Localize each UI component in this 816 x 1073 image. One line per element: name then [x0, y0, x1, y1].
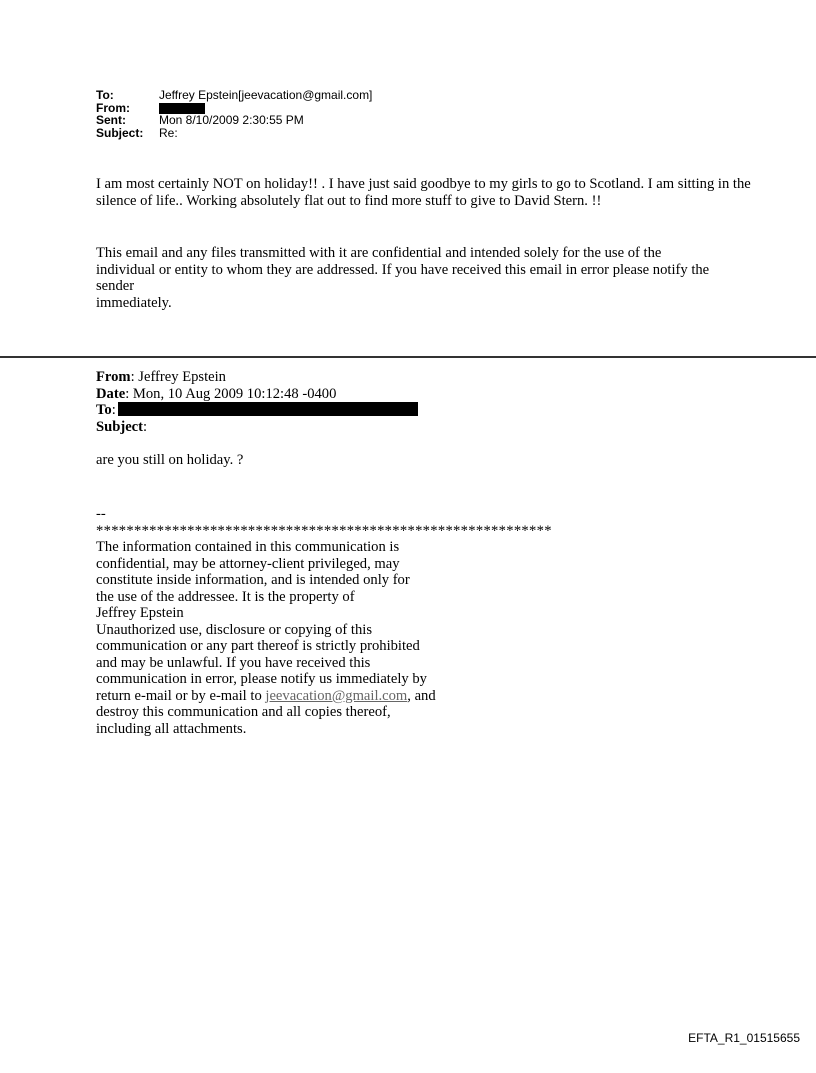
sig-line: The information contained in this communication is: [96, 539, 400, 555]
quoted-date-label: Date: [96, 385, 126, 402]
sig-line: Jeffrey Epstein: [96, 605, 184, 621]
quoted-from-value: : Jeffrey Epstein: [130, 369, 226, 385]
divider: [0, 356, 816, 358]
disclaimer: [96, 245, 776, 311]
quoted-to-value: :: [111, 402, 116, 418]
disclaimer-text: This email and any files transmitted with it are confidential and intended solely for the use of the individual or entity to whom they are addressed. If you have received this email in error please notify the sender: [96, 245, 710, 294]
subject-label: Subject:: [96, 125, 144, 140]
email-link[interactable]: jeevacation@gmail.com: [265, 687, 408, 704]
quoted-subject-label: Subject: [96, 418, 144, 435]
redaction-box: [159, 103, 205, 114]
sig-line: including all attachments.: [96, 720, 247, 737]
to-value: Jeffrey Epstein[jeevacation@gmail.com]: [159, 88, 373, 102]
sig-line: destroy this communication and all copies thereof,: [96, 704, 391, 720]
signature: [96, 506, 616, 737]
disclaimer-text-end: immediately.: [96, 294, 172, 311]
quoted-subject-value: :: [143, 418, 148, 435]
sig-line: confidential, may be attorney-client privileged, may: [96, 555, 400, 572]
quoted-from-label: From: [96, 369, 131, 385]
sig-line: Unauthorized use, disclosure or copying of this: [96, 621, 373, 638]
email-header: [96, 89, 372, 139]
quoted-body: are you still on holiday. ?: [96, 452, 244, 468]
from-label: From:: [96, 100, 130, 115]
to-label: To:: [96, 88, 114, 102]
sig-line: return e-mail or by e-mail to jeevacation@gmail.com, and: [96, 687, 436, 704]
sig-line: communication or any part thereof is strictly prohibited: [96, 638, 420, 654]
redaction-box: [118, 402, 418, 416]
sig-line: and may be unlawful. If you have received this: [96, 654, 371, 671]
sig-line: constitute inside information, and is intended only for: [96, 572, 410, 588]
sig-line: the use of the addressee. It is the property of: [96, 588, 355, 605]
quoted-date-value: : Mon, 10 Aug 2009 10:12:48 -0400: [125, 385, 337, 402]
sig-line: communication in error, please notify us immediately by: [96, 671, 427, 687]
sent-label: Sent:: [96, 113, 126, 127]
reply-body: I am most certainly NOT on holiday!! . I have just said goodbye to my girls to go to Scotland. I am sitting in the silence of life.. Working absolutely flat out to find more stuff to give to David Stern. !!: [96, 176, 751, 209]
sent-value: Mon 8/10/2009 2:30:55 PM: [159, 113, 304, 127]
quoted-to-label: To: [96, 402, 112, 418]
quoted-header: [96, 369, 418, 435]
sig-dash: --: [96, 506, 106, 522]
subject-value: Re:: [159, 125, 178, 140]
sig-stars: ************************************************************: [96, 522, 552, 539]
document-id: EFTA_R1_01515655: [688, 1031, 800, 1045]
